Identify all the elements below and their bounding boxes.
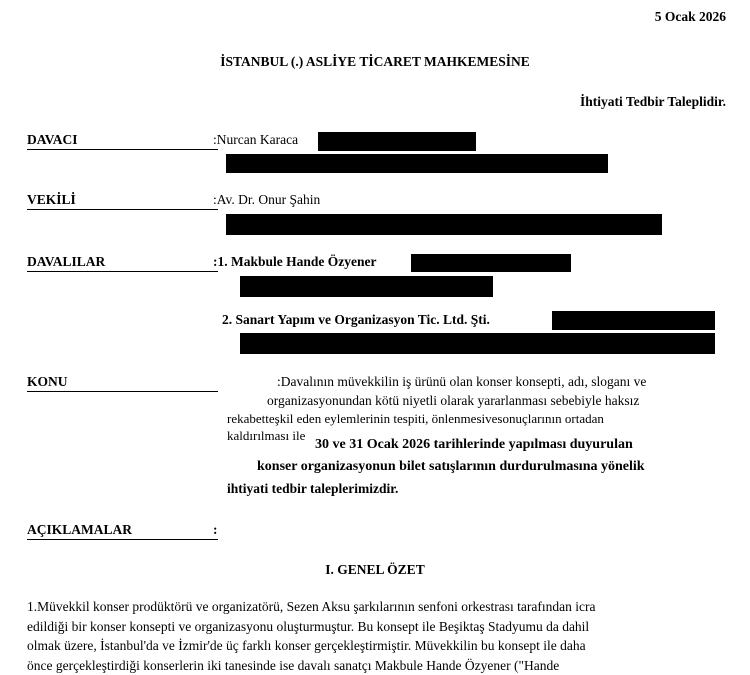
request-note: İhtiyati Tedbir Taleplidir. <box>580 94 726 110</box>
subject-bold-2: konser organizasyonun bilet satışlarının durdurulmasına yönelik <box>257 459 645 475</box>
subject-line-1: :Davalının müvekkilin iş ürünü olan konser konsepti, adı, sloganı ve <box>277 374 646 390</box>
subject-line-4: kaldırılması ile <box>227 428 305 444</box>
redaction-box <box>552 311 715 330</box>
attorney-value: :Av. Dr. Onur Şahin <box>213 192 320 208</box>
explanations-colon: : <box>213 522 218 538</box>
subject-line-3: rekabetteşkil eden eylemlerinin tespiti, önlenmesivesonuçlarının ortadan <box>227 411 604 427</box>
redaction-box <box>240 333 715 354</box>
paragraph-line: 1.Müvekkil konser prodüktörü ve organizatörü, Sezen Aksu şarkılarının senfoni orkestrası tarafından icra <box>27 597 727 617</box>
section-title: I. GENEL ÖZET <box>0 562 750 578</box>
paragraph-line: olmak üzere, İstanbul'da ve İzmir'de üç farklı konser gerçekleştirmiştir. Müvekkilin bu konsept ile daha <box>27 636 727 656</box>
plaintiff-label: DAVACI <box>27 132 218 150</box>
redaction-box <box>411 254 571 272</box>
defendant-1: :1. Makbule Hande Özyener <box>213 254 377 270</box>
redaction-box <box>226 214 662 235</box>
explanations-label: AÇIKLAMALAR <box>27 522 218 540</box>
subject-line-2: organizasyonundan kötü niyetli olarak yararlanması sebebiyle haksız <box>267 393 639 409</box>
redaction-box <box>240 276 493 297</box>
attorney-label: VEKİLİ <box>27 192 218 210</box>
paragraph-line: önce gerçekleştirdiği konserlerin iki tanesinde ise davalı sanatçı Makbule Hande Özyener ("Hande <box>27 656 727 675</box>
subject-label: KONU <box>27 374 218 392</box>
defendants-label: DAVALILAR <box>27 254 218 272</box>
redaction-box <box>318 132 476 151</box>
subject-bold-3: ihtiyati tedbir taleplerimizdir. <box>227 481 398 497</box>
document-date: 5 Ocak 2026 <box>655 9 726 25</box>
plaintiff-value: :Nurcan Karaca <box>213 132 298 148</box>
paragraph-line: edildiği bir konser konsepti ve organizasyonu oluşturmuştur. Bu konsept ile Beşiktaş Stadyumu da dahil <box>27 617 727 637</box>
summary-paragraph <box>27 597 727 675</box>
redaction-box <box>226 154 608 173</box>
subject-bold-1: 30 ve 31 Ocak 2026 tarihlerinde yapılması duyurulan <box>315 437 633 453</box>
court-title: İSTANBUL (.) ASLİYE TİCARET MAHKEMESİNE <box>0 54 750 70</box>
defendant-2: 2. Sanart Yapım ve Organizasyon Tic. Ltd. Şti. <box>222 312 490 328</box>
